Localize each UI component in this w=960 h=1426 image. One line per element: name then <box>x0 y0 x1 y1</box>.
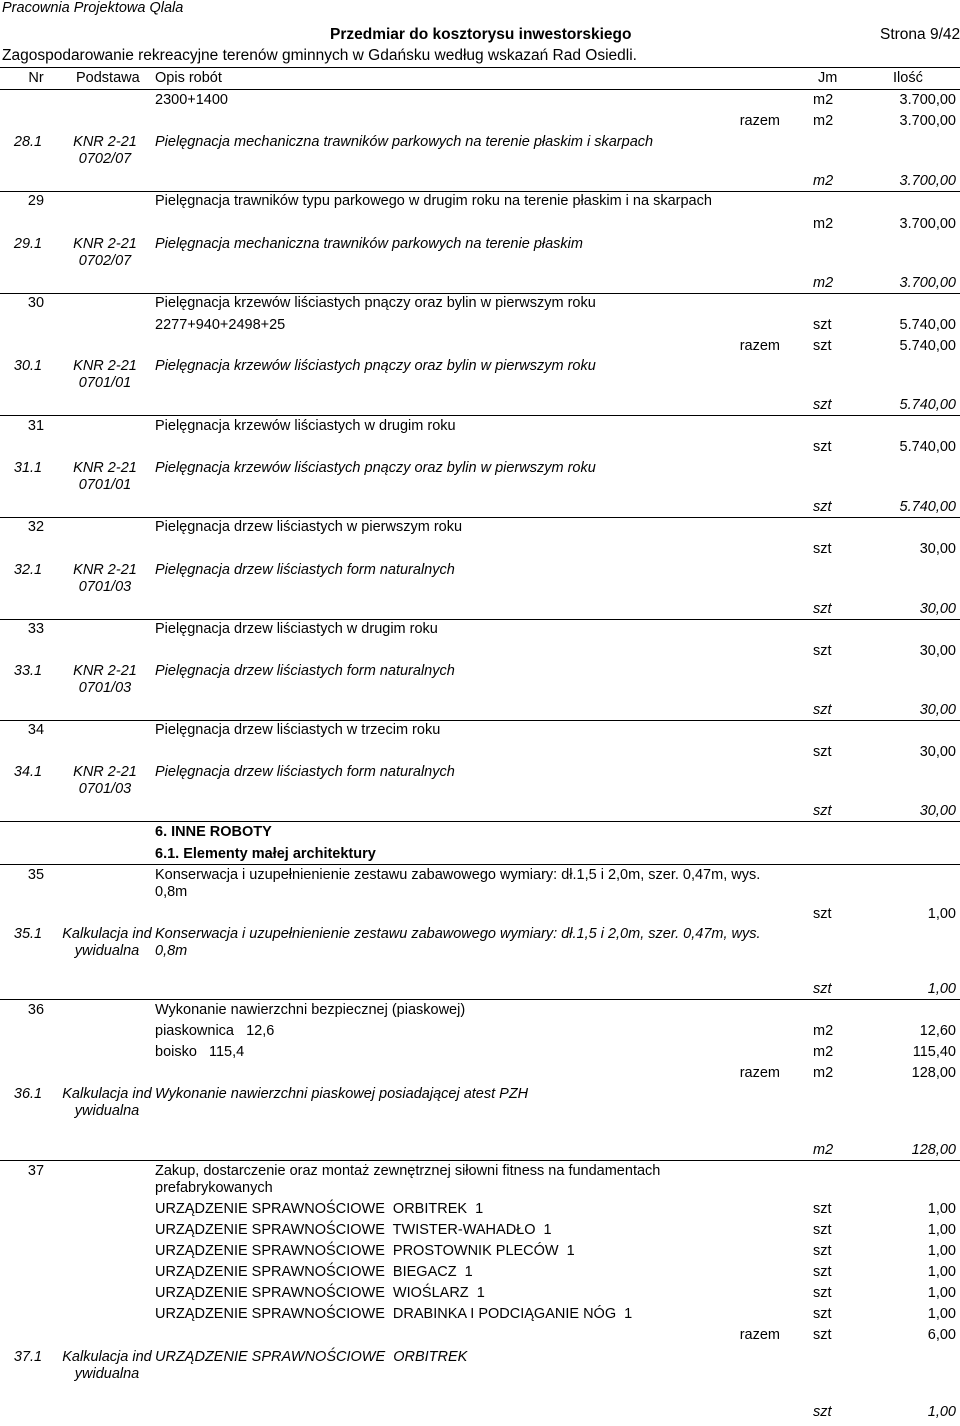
row-desc: Wykonanie nawierzchni piaskowej posiadającej atest PZH <box>155 1086 529 1102</box>
row-unit: szt <box>813 601 832 617</box>
section-heading: 6. INNE ROBOTY <box>155 824 272 840</box>
measure-unit: m2 <box>813 92 834 108</box>
row-qty: 30,00 <box>919 803 956 819</box>
measure-text: URZĄDZENIE SPRAWNOŚCIOWE PROSTOWNIK PLECÓW 1 <box>155 1243 575 1259</box>
row-unit: szt <box>813 981 832 997</box>
row-desc: Konserwacja i uzupełnienienie zestawu zabawowego wymiary: dł.1,5 i 2,0m, szer. 0,47m, wys. 0,8m <box>155 926 761 959</box>
row-desc: Pielęgnacja drzew liściastych form naturalnych <box>155 562 455 578</box>
row-unit: m2 <box>813 275 834 291</box>
measure-qty: 1,00 <box>927 1285 956 1301</box>
row-qty: 30,00 <box>919 744 956 760</box>
row-qty: 3.700,00 <box>899 275 956 291</box>
row-desc: Pielęgnacja krzewów liściastych pnączy oraz bylin w pierwszym roku <box>155 295 596 311</box>
measure-text: URZĄDZENIE SPRAWNOŚCIOWE ORBITREK 1 <box>155 1201 484 1217</box>
razem-qty: 5.740,00 <box>899 338 956 354</box>
col-opis: Opis robót <box>155 70 222 86</box>
row-nr: 28.1 <box>13 134 43 150</box>
row-nr: 32.1 <box>13 562 43 578</box>
row-desc: Pielęgnacja drzew liściastych w trzecim roku <box>155 722 441 738</box>
row-nr: 37 <box>27 1163 45 1179</box>
row-unit: szt <box>813 906 832 922</box>
razem-label: razem <box>739 1065 780 1081</box>
measure-unit: szt <box>813 1222 832 1238</box>
row-nr: 37.1 <box>13 1349 43 1365</box>
row-basis: KNR 2-21 0701/03 <box>73 562 137 595</box>
row-desc: Wykonanie nawierzchni bezpiecznej (piaskowej) <box>155 1002 466 1018</box>
row-desc: Zakup, dostarczenie oraz montaż zewnętrznej siłowni fitness na fundamentach prefabrykowanych <box>155 1163 661 1196</box>
razem-label: razem <box>739 1327 780 1343</box>
measure-text: piaskownica 12,6 <box>155 1023 275 1039</box>
row-desc: Pielęgnacja drzew liściastych form naturalnych <box>155 663 455 679</box>
row-qty: 30,00 <box>919 601 956 617</box>
row-nr: 30 <box>27 295 45 311</box>
row-unit: szt <box>813 803 832 819</box>
measure-text: boisko 115,4 <box>155 1044 245 1060</box>
row-rule <box>0 415 960 416</box>
row-nr: 29 <box>27 193 45 209</box>
row-basis: KNR 2-21 0701/03 <box>73 764 137 797</box>
row-desc: Konserwacja i uzupełnienienie zestawu zabawowego wymiary: dł.1,5 i 2,0m, szer. 0,47m, wys. 0,8m <box>155 867 761 900</box>
measure-unit: m2 <box>813 1023 834 1039</box>
razem-label: razem <box>739 338 780 354</box>
measure-qty: 1,00 <box>927 1264 956 1280</box>
header-rule-bottom <box>0 89 960 90</box>
measure-qty: 5.740,00 <box>899 317 956 333</box>
row-desc: Pielęgnacja drzew liściastych w pierwszym roku <box>155 519 463 535</box>
row-unit: szt <box>813 744 832 760</box>
header-rule-top <box>0 67 960 68</box>
row-qty: 5.740,00 <box>899 499 956 515</box>
measure-text: 2300+1400 <box>155 92 228 108</box>
row-unit: m2 <box>813 216 834 232</box>
row-nr: 33 <box>27 621 45 637</box>
row-desc: URZĄDZENIE SPRAWNOŚCIOWE ORBITREK <box>155 1349 468 1365</box>
row-desc: Pielęgnacja trawników typu parkowego w drugim roku na terenie płaskim i na skarpach <box>155 193 712 209</box>
row-qty: 5.740,00 <box>899 439 956 455</box>
row-basis: Kalkulacja indywidualna <box>62 1349 152 1382</box>
measure-text: URZĄDZENIE SPRAWNOŚCIOWE TWISTER-WAHADŁO 1 <box>155 1222 552 1238</box>
row-desc: Pielęgnacja krzewów liściastych pnączy oraz bylin w pierwszym roku <box>155 460 596 476</box>
row-basis: Kalkulacja indywidualna <box>62 1086 152 1119</box>
col-jm: Jm <box>818 70 838 86</box>
measure-text: URZĄDZENIE SPRAWNOŚCIOWE DRABINKA I PODCIĄGANIE NÓG 1 <box>155 1306 633 1322</box>
row-basis: Kalkulacja indywidualna <box>62 926 152 959</box>
row-unit: szt <box>813 702 832 718</box>
row-basis: KNR 2-21 0701/01 <box>73 358 137 391</box>
measure-unit: szt <box>813 1306 832 1322</box>
measure-qty: 1,00 <box>927 1243 956 1259</box>
row-unit: m2 <box>813 173 834 189</box>
row-nr: 31 <box>27 418 45 434</box>
row-desc: Pielęgnacja drzew liściastych form naturalnych <box>155 764 455 780</box>
measure-unit: szt <box>813 1201 832 1217</box>
measure-unit: szt <box>813 317 832 333</box>
row-qty: 30,00 <box>919 702 956 718</box>
row-nr: 29.1 <box>13 236 43 252</box>
row-rule <box>0 1160 960 1161</box>
row-unit: szt <box>813 397 832 413</box>
row-qty: 128,00 <box>911 1142 956 1158</box>
razem-unit: m2 <box>813 113 834 129</box>
row-qty: 3.700,00 <box>899 173 956 189</box>
row-nr: 31.1 <box>13 460 43 476</box>
row-desc: Pielęgnacja krzewów liściastych pnączy oraz bylin w pierwszym roku <box>155 358 596 374</box>
row-rule <box>0 619 960 620</box>
measure-text: 2277+940+2498+25 <box>155 317 286 333</box>
row-qty: 1,00 <box>927 906 956 922</box>
row-unit: szt <box>813 499 832 515</box>
measure-unit: szt <box>813 1243 832 1259</box>
row-nr: 35 <box>27 867 45 883</box>
col-nr: Nr <box>28 70 44 86</box>
row-rule <box>0 821 960 822</box>
row-nr: 30.1 <box>13 358 43 374</box>
measure-unit: szt <box>813 1285 832 1301</box>
row-nr: 34.1 <box>13 764 43 780</box>
row-nr: 35.1 <box>13 926 43 942</box>
row-qty: 3.700,00 <box>899 216 956 232</box>
row-qty: 1,00 <box>927 981 956 997</box>
row-desc: Pielęgnacja krzewów liściastych w drugim roku <box>155 418 456 434</box>
project-name: Zagospodarowanie rekreacyjne terenów gminnych w Gdańsku według wskazań Rad Osiedli. <box>2 47 637 64</box>
row-desc: Pielęgnacja mechaniczna trawników parkowych na terenie płaskim i skarpach <box>155 134 654 150</box>
row-unit: m2 <box>813 1142 834 1158</box>
row-basis: KNR 2-21 0702/07 <box>73 236 137 269</box>
razem-unit: szt <box>813 338 832 354</box>
subsection-heading: 6.1. Elementy małej architektury <box>155 846 376 862</box>
row-rule <box>0 864 960 865</box>
row-nr: 32 <box>27 519 45 535</box>
row-rule <box>0 191 960 192</box>
row-qty: 30,00 <box>919 643 956 659</box>
row-rule <box>0 517 960 518</box>
measure-qty: 1,00 <box>927 1201 956 1217</box>
measure-unit: m2 <box>813 1044 834 1060</box>
col-podstawa: Podstawa <box>76 70 140 86</box>
razem-unit: szt <box>813 1327 832 1343</box>
row-unit: szt <box>813 541 832 557</box>
row-desc: Pielęgnacja drzew liściastych w drugim roku <box>155 621 438 637</box>
row-basis: KNR 2-21 0702/07 <box>73 134 137 167</box>
razem-qty: 3.700,00 <box>899 113 956 129</box>
row-unit: szt <box>813 1404 832 1420</box>
razem-unit: m2 <box>813 1065 834 1081</box>
row-desc: Pielęgnacja mechaniczna trawników parkowych na terenie płaskim <box>155 236 583 252</box>
measure-qty: 3.700,00 <box>899 92 956 108</box>
measure-qty: 1,00 <box>927 1222 956 1238</box>
row-rule <box>0 293 960 294</box>
razem-label: razem <box>739 113 780 129</box>
row-qty: 1,00 <box>927 1404 956 1420</box>
row-qty: 5.740,00 <box>899 397 956 413</box>
row-basis: KNR 2-21 0701/01 <box>73 460 137 493</box>
row-nr: 36 <box>27 1002 45 1018</box>
measure-text: URZĄDZENIE SPRAWNOŚCIOWE WIOŚLARZ 1 <box>155 1285 485 1301</box>
company-name: Pracownia Projektowa Qlala <box>2 0 184 16</box>
col-ilosc: Ilość <box>893 70 923 86</box>
row-unit: szt <box>813 643 832 659</box>
measure-text: URZĄDZENIE SPRAWNOŚCIOWE BIEGACZ 1 <box>155 1264 473 1280</box>
row-rule <box>0 720 960 721</box>
measure-unit: szt <box>813 1264 832 1280</box>
measure-qty: 12,60 <box>919 1023 956 1039</box>
document-title: Przedmiar do kosztorysu inwestorskiego <box>330 26 632 43</box>
row-nr: 33.1 <box>13 663 43 679</box>
row-nr: 36.1 <box>13 1086 43 1102</box>
razem-qty: 128,00 <box>911 1065 956 1081</box>
razem-qty: 6,00 <box>927 1327 956 1343</box>
row-unit: szt <box>813 439 832 455</box>
row-nr: 34 <box>27 722 45 738</box>
row-basis: KNR 2-21 0701/03 <box>73 663 137 696</box>
measure-qty: 115,40 <box>912 1044 956 1060</box>
page-number: Strona 9/42 <box>880 26 960 43</box>
row-rule <box>0 999 960 1000</box>
row-qty: 30,00 <box>919 541 956 557</box>
measure-qty: 1,00 <box>927 1306 956 1322</box>
